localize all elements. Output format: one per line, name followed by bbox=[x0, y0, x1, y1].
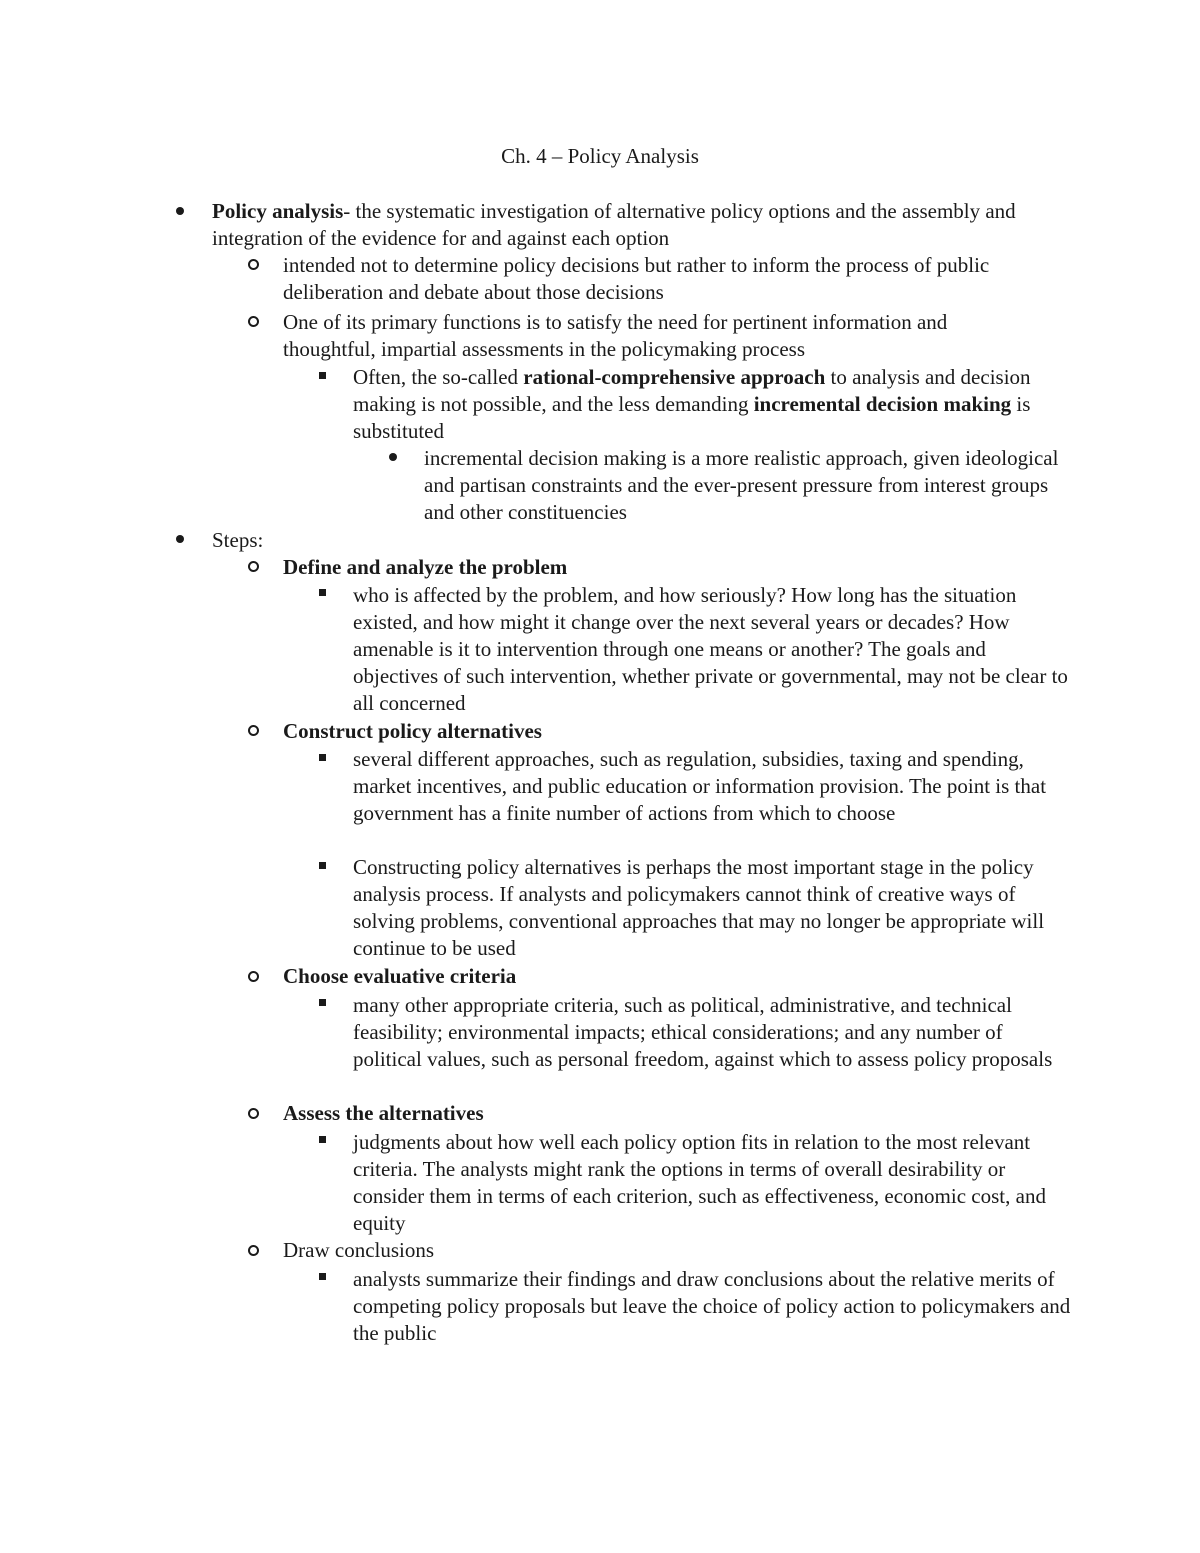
circle-bullet bbox=[248, 561, 259, 572]
disc-bullet bbox=[389, 453, 397, 461]
circle-bullet bbox=[248, 259, 259, 270]
step-assess-label: Assess the alternatives bbox=[283, 1101, 484, 1125]
list-item-often bbox=[353, 364, 1073, 445]
step-construct-detail-2: Constructing policy alternatives is perhaps the most important stage in the policy analysis process. If analysts and policymakers cannot think of creative ways of solving problems, conventional approaches that may no longer be appropriate will continue to be used bbox=[353, 855, 1045, 960]
step-assess bbox=[283, 1100, 1043, 1127]
step-draw-detail: analysts summarize their findings and draw conclusions about the relative merits of competing policy proposals but leave the choice of policy action to policymakers and the public bbox=[353, 1267, 1071, 1345]
step-choose-detail: many other appropriate criteria, such as political, administrative, and technical feasibility; environmental impacts; ethical considerations; and any number of political values, such as personal freedom, against which to assess policy proposals bbox=[353, 993, 1053, 1071]
square-bullet bbox=[319, 1136, 326, 1143]
often-text-3: is substituted bbox=[353, 392, 1031, 443]
term-rational-comprehensive: rational-comprehensive approach bbox=[523, 365, 826, 389]
list-item-primary-functions bbox=[283, 309, 1043, 363]
definition-policy-analysis: - the systematic investigation of alternative policy options and the assembly and integration of the evidence for and against each option bbox=[212, 199, 1016, 250]
step-construct bbox=[283, 718, 1043, 745]
disc-bullet bbox=[176, 535, 184, 543]
square-bullet bbox=[319, 372, 326, 379]
square-bullet bbox=[319, 1273, 326, 1280]
often-text-1: Often, the so-called bbox=[353, 365, 524, 389]
circle-bullet bbox=[248, 725, 259, 736]
square-bullet bbox=[319, 754, 326, 761]
circle-bullet bbox=[248, 971, 259, 982]
step-construct-label: Construct policy alternatives bbox=[283, 719, 542, 743]
circle-bullet bbox=[248, 316, 259, 327]
square-bullet bbox=[319, 999, 326, 1006]
step-construct-detail-1: several different approaches, such as regulation, subsidies, taxing and spending, market incentives, and public education or information provision. The point is that government has a finite number of actions from which to choose bbox=[353, 747, 1047, 825]
term-policy-analysis: Policy analysis bbox=[212, 199, 344, 223]
step-choose-label: Choose evaluative criteria bbox=[283, 964, 517, 988]
step-draw: Draw conclusions bbox=[283, 1238, 435, 1262]
step-define bbox=[283, 554, 1043, 581]
list-item-steps: Steps: bbox=[212, 528, 264, 552]
list-item-incremental: incremental decision making is a more realistic approach, given ideological and partisan constraints and the ever-present pressure from interest groups and other constituencies bbox=[424, 446, 1059, 524]
step-assess-detail: judgments about how well each policy option fits in relation to the most relevant criteria. The analysts might rank the options in terms of overall desirability or consider them in terms of each criterion, such as effectiveness, economic cost, and equity bbox=[353, 1130, 1046, 1235]
circle-bullet bbox=[248, 1245, 259, 1256]
square-bullet bbox=[319, 862, 326, 869]
list-item-policy-analysis bbox=[212, 198, 1042, 252]
primary-text: One of its primary functions is to satisfy the need for pertinent information and thoughtful, impartial assessments in the policymaking process bbox=[283, 310, 948, 361]
list-item-intended: intended not to determine policy decisions but rather to inform the process of public deliberation and debate about those decisions bbox=[283, 253, 990, 304]
often-text-2: to analysis and decision making is not possible, and the less demanding bbox=[353, 365, 1031, 416]
step-define-detail: who is affected by the problem, and how seriously? How long has the situation existed, and how might it change over the next several years or decades? How amenable is it to intervention through one means or another? The goals and objectives of such intervention, whether private or governmental, may not be clear to all concerned bbox=[353, 583, 1068, 715]
disc-bullet bbox=[176, 207, 184, 215]
circle-bullet bbox=[248, 1108, 259, 1119]
square-bullet bbox=[319, 589, 326, 596]
page-title: Ch. 4 – Policy Analysis bbox=[501, 144, 699, 168]
term-incremental: incremental decision making bbox=[753, 392, 1012, 416]
step-choose bbox=[283, 963, 1043, 990]
step-define-label: Define and analyze the problem bbox=[283, 555, 568, 579]
